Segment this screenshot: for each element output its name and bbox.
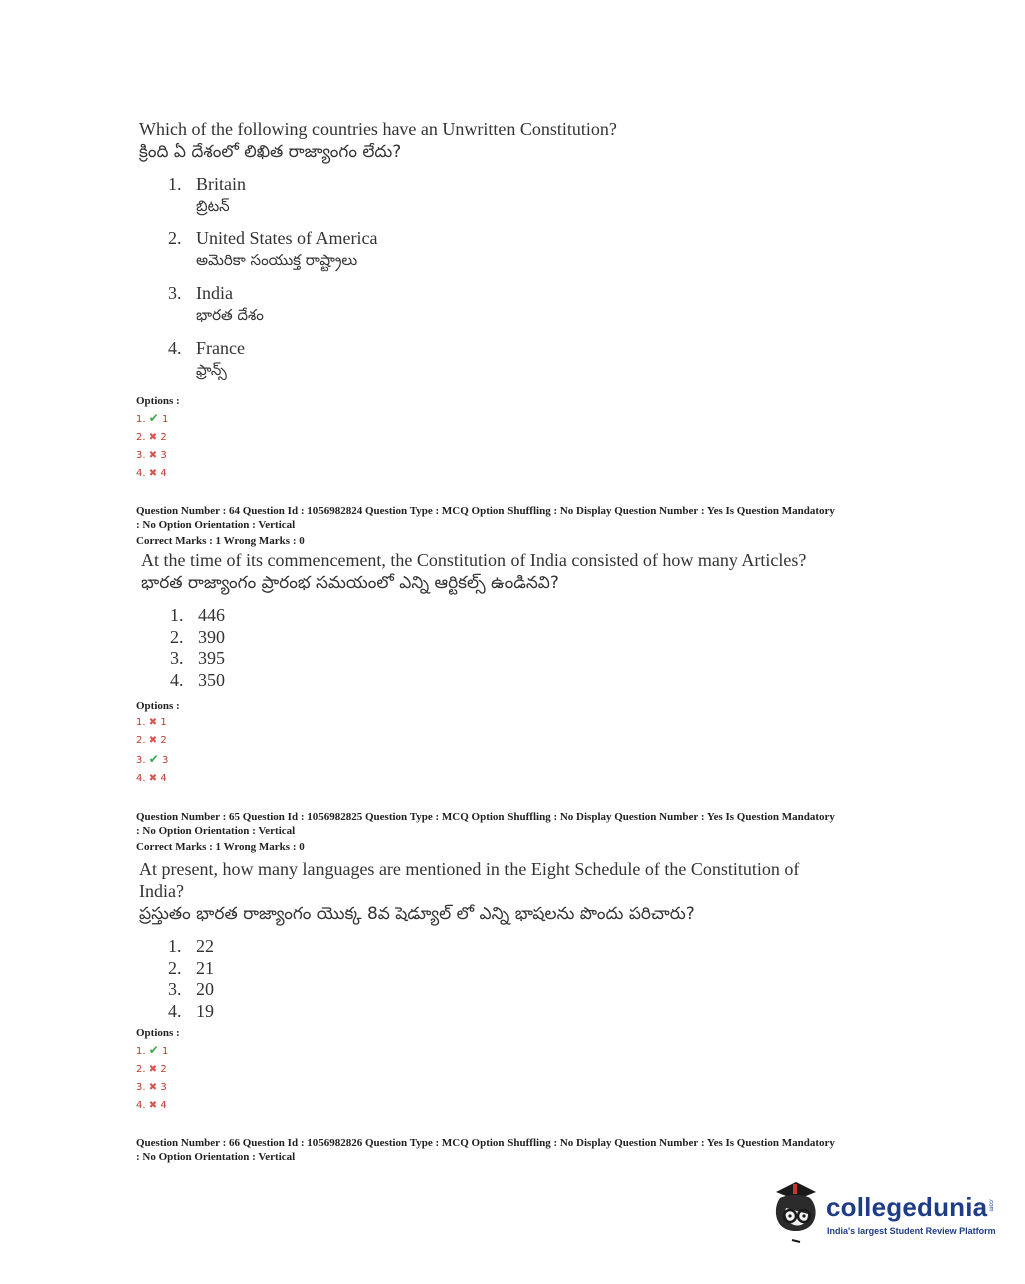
q63-option-3-te: భారత దేశం <box>196 306 264 324</box>
q64-meta-line1: Question Number : 64 Question Id : 1056982824 Question Type : MCQ Option Shuffling : No Display Question Number : Yes Is Question Mandatory <box>136 505 835 517</box>
q65-meta-line1: Question Number : 65 Question Id : 1056982825 Question Type : MCQ Option Shuffling : No Display Question Number : Yes Is Question Mandatory <box>136 811 835 823</box>
q63-question-en: Which of the following countries have an Unwritten Constitution? <box>139 119 617 139</box>
cross-icon: ✖ <box>148 432 158 443</box>
mascot-icon <box>766 1178 826 1248</box>
answer-row: 2. ✖ 2 <box>136 432 167 443</box>
q63-answer-list <box>136 409 168 483</box>
q65-option-1: 1. 22 <box>168 936 214 956</box>
cross-icon: ✖ <box>148 717 158 728</box>
answer-row: 1. ✔ 1 <box>136 1043 169 1057</box>
q64-options-label: Options : <box>136 700 180 712</box>
q64-option-4: 4. 350 <box>170 670 225 690</box>
cross-icon: ✖ <box>148 450 158 461</box>
q63-option-2-te: అమెరికా సంయుక్త రాష్ట్రాలు <box>196 251 358 269</box>
q64-option-2: 2. 390 <box>170 627 225 647</box>
q65-option-3: 3. 20 <box>168 979 214 999</box>
q65-option-2: 2. 21 <box>168 958 214 978</box>
cross-icon: ✖ <box>148 1082 158 1093</box>
q64-marks: Correct Marks : 1 Wrong Marks : 0 <box>136 535 305 547</box>
q66-meta-line1: Question Number : 66 Question Id : 1056982826 Question Type : MCQ Option Shuffling : No Display Question Number : Yes Is Question Mandatory <box>136 1137 835 1149</box>
q65-options-label: Options : <box>136 1027 180 1039</box>
logo-wordmark: collegedunia <box>826 1192 988 1222</box>
answer-row: 4. ✖ 4 <box>136 468 167 479</box>
q64-answer-list <box>136 714 168 788</box>
answer-row: 4. ✖ 4 <box>136 773 167 784</box>
cross-icon: ✖ <box>148 468 158 479</box>
logo-tagline: India's largest Student Review Platform <box>827 1226 996 1236</box>
q64-question-en: At the time of its commencement, the Constitution of India consisted of how many Articles? <box>141 550 807 570</box>
q65-question-en-line2: India? <box>139 881 184 901</box>
collegedunia-logo <box>766 1178 996 1248</box>
answer-row: 2. ✖ 2 <box>136 1064 167 1075</box>
q64-option-1: 1. 446 <box>170 605 225 625</box>
check-icon: ✔ <box>148 752 159 766</box>
cross-icon: ✖ <box>148 1100 158 1111</box>
q65-meta-line2: : No Option Orientation : Vertical <box>136 825 296 837</box>
cross-icon: ✖ <box>148 735 158 746</box>
answer-row: 1. ✖ 1 <box>136 717 167 728</box>
check-icon: ✔ <box>148 411 159 425</box>
q65-marks: Correct Marks : 1 Wrong Marks : 0 <box>136 841 305 853</box>
q63-option-1-te: బ్రిటన్ <box>196 197 230 215</box>
answer-row: 4. ✖ 4 <box>136 1100 167 1111</box>
q63-question-te: క్రింది ఏ దేశంలో లిఖిత రాజ్యాంగం లేదు? <box>139 142 402 162</box>
q65-question-en-line1: At present, how many languages are mentioned in the Eight Schedule of the Constitution of <box>139 859 800 879</box>
q63-option-3: 3. India భారత దేశం <box>168 283 264 324</box>
answer-row: 2. ✖ 2 <box>136 735 167 746</box>
q64-question-te: భారత రాజ్యాంగం ప్రారంభ సమయంలో ఎన్ని ఆర్టికల్స్ ఉండినవి? <box>141 573 559 593</box>
cross-icon: ✖ <box>148 1064 158 1075</box>
q63-options-label: Options : <box>136 395 180 407</box>
q65-answer-list <box>136 1041 168 1115</box>
q63-option-4-te: ఫ్రాన్స్ <box>196 361 227 379</box>
q63-option-2: 2. United States of America అమెరికా సంయుక్త రాష్ట్రాలు <box>168 228 378 269</box>
q63-option-1: 1. Britain బ్రిటన్ <box>168 174 246 215</box>
logo-com: .com <box>987 1198 994 1212</box>
answer-row: 1. ✔ 1 <box>136 411 169 425</box>
q66-meta-line2: : No Option Orientation : Vertical <box>136 1151 296 1163</box>
answer-row: 3. ✖ 3 <box>136 450 167 461</box>
q64-option-3: 3. 395 <box>170 648 225 668</box>
q65-question-te: ప్రస్తుతం భారత రాజ్యాంగం యొక్క 8వ షెడ్యూల్ లో ఎన్ని భాషలను పొందు పరిచారు? <box>139 904 695 924</box>
answer-row: 3. ✖ 3 <box>136 1082 167 1093</box>
q64-meta-line2: : No Option Orientation : Vertical <box>136 519 296 531</box>
q63-option-4: 4. France ఫ్రాన్స్ <box>168 338 245 379</box>
q65-option-4: 4. 19 <box>168 1001 214 1021</box>
answer-row: 3. ✔ 3 <box>136 752 169 766</box>
cross-icon: ✖ <box>148 773 158 784</box>
check-icon: ✔ <box>148 1043 159 1057</box>
